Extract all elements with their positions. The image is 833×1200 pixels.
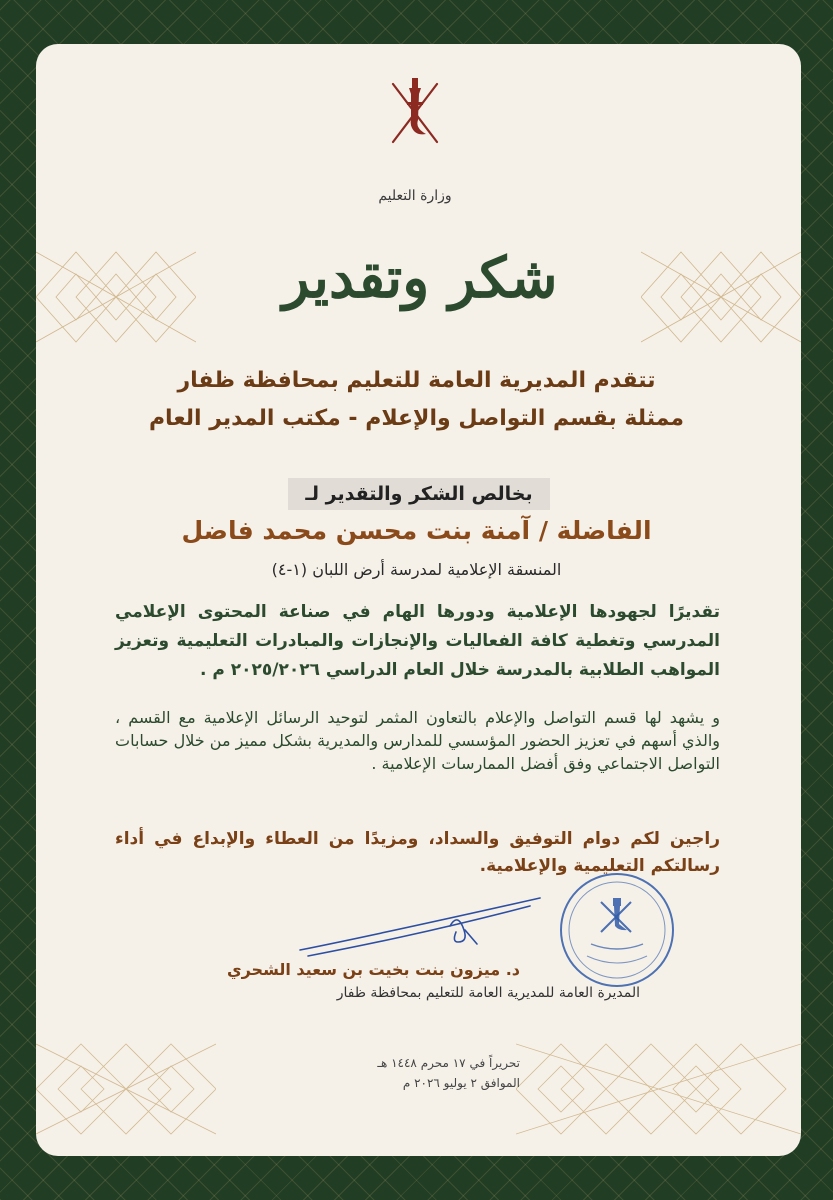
issuer-line-2: ممثلة بقسم التواصل والإعلام - مكتب المدير العام — [148, 406, 685, 431]
certificate-title: شكر وتقدير — [282, 245, 558, 311]
diamond-pattern-left-top — [36, 242, 196, 352]
paragraph-testimony: و يشهد لها قسم التواصل والإعلام بالتعاون المثمر لتوحيد الرسائل الإعلامية مع القسم ، والذي أسهم في تعزيز الحضور المؤسسي للمدارس والمديرية بشكل مميز من خلال حسابات التواصل الاجتماعي وفق أفضل الممارسات الإعلامية . — [115, 708, 720, 773]
diamond-pattern-right-bottom — [516, 1034, 801, 1144]
paragraph-wishes: راجين لكم دوام التوفيق والسداد، ومزيدًا من العطاء والإبداع في أداء رسالتكم التعليمية والإعلامية. — [115, 829, 720, 876]
thanks-heading: بخالص الشكر والتقدير لـ — [305, 483, 533, 505]
oman-khanjar-emblem-icon — [383, 72, 447, 158]
paragraph-appreciation: تقديرًا لجهودها الإعلامية ودورها الهام في صناعة المحتوى الإعلامي المدرسي وتغطية كافة الفعاليات والإنجازات والمبادرات التعليمية وتعزيز المواهب الطلابية بالمدرسة خلال العام الدراسي ٢٠٢٥/٢٠٢٦ م . — [115, 602, 720, 680]
date-hijri: تحريراً في ١٧ محرم ١٤٤٨ هـ — [377, 1056, 520, 1070]
diamond-pattern-right-top — [641, 242, 801, 352]
ministry-name: وزارة التعليم — [378, 188, 452, 204]
ministry-emblem — [383, 72, 447, 202]
diamond-pattern-left-bottom — [36, 1034, 216, 1144]
issuer-line-1: تتقدم المديرية العامة للتعليم بمحافظة ظفار — [177, 368, 656, 393]
signer-title: المديرة العامة للمديرية العامة للتعليم بمحافظة ظفار — [336, 985, 640, 1001]
recipient-name: الفاضلة / آمنة بنت محسن محمد فاضل — [181, 516, 652, 545]
date-gregorian: الموافق ٢ يوليو ٢٠٢٦ م — [402, 1076, 520, 1090]
handwritten-signature-icon — [290, 890, 550, 970]
signer-name: د. ميزون بنت بخيت بن سعيد الشحري — [226, 960, 520, 979]
recipient-role: المنسقة الإعلامية لمدرسة أرض اللبان (١-٤) — [271, 560, 562, 579]
